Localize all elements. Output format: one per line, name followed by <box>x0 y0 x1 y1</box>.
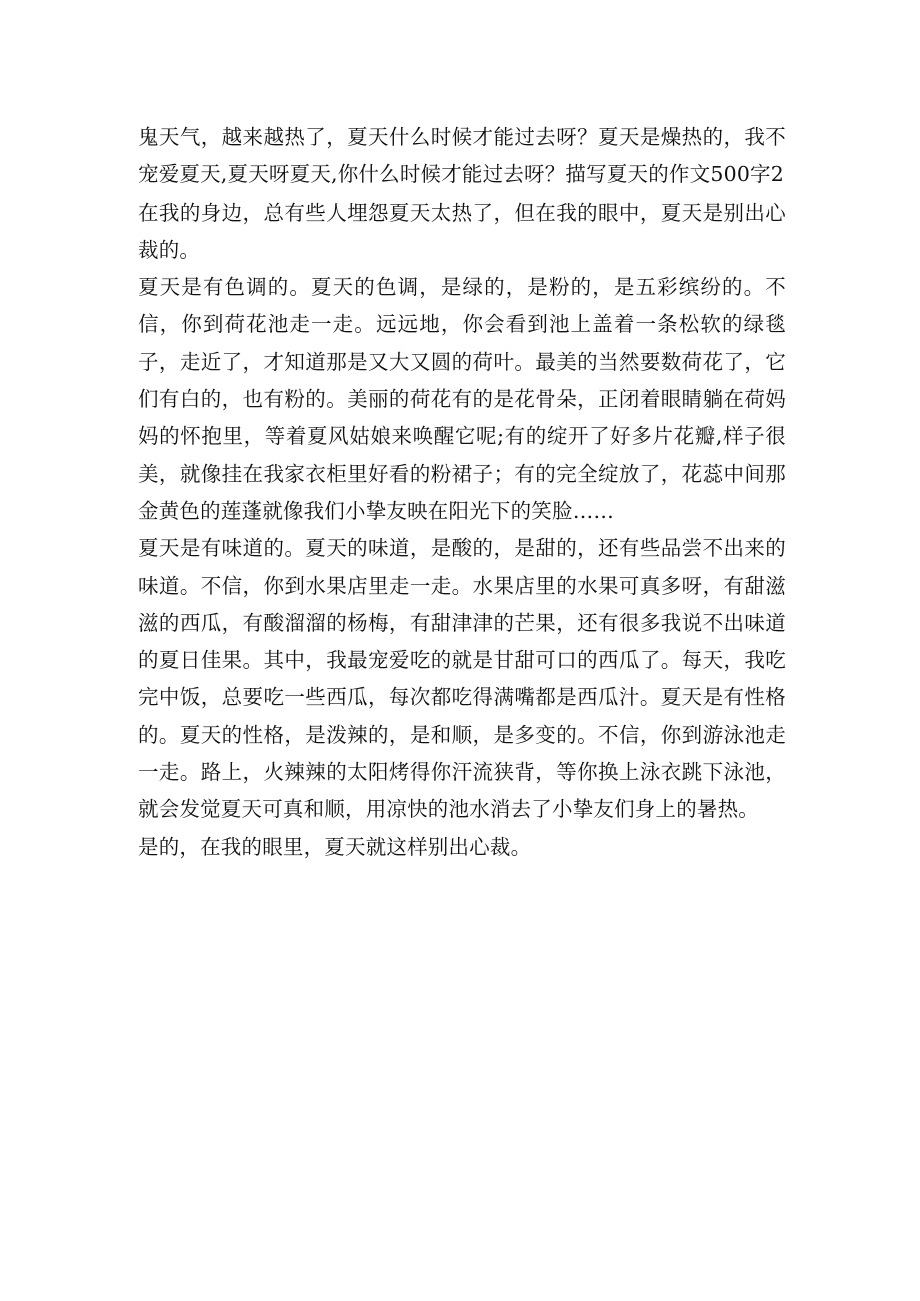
paragraph-colors: 夏天是有色调的。夏天的色调，是绿的，是粉的，是五彩缤纷的。不信，你到荷花池走一走。远远地，你会看到池上盖着一条松软的绿毯子，走近了，才知道那是又大又圆的荷叶。最美的当然要数荷花了，它们有白的，也有粉的。美丽的荷花有的是花骨朵，正闭着眼睛躺在荷妈妈的怀抱里，等着夏风姑娘来唤醒它呢;有的绽开了好多片花瓣,样子很美，就像挂在我家衣柜里好看的粉裙子；有的完全绽放了，花蕊中间那金黄色的莲蓬就像我们小挚友映在阳光下的笑脸…… <box>138 275 786 523</box>
paragraph-conclusion: 是的，在我的眼里，夏天就这样别出心裁。 <box>138 834 532 859</box>
paragraph-flavors: 夏天是有味道的。夏天的味道，是酸的，是甜的，还有些品尝不出来的味道。不信，你到水果店里走一走。水果店里的水果可真多呀，有甜滋滋的西瓜，有酸溜溜的杨梅，有甜津津的芒果，还有很多我说不出味道的夏日佳果。其中，我最宠爱吃的就是甘甜可口的西瓜了。每天，我吃完中饭，总要吃一些西瓜，每次都吃得满嘴都是西瓜汁。夏天是有性格的。夏天的性格，是泼辣的，是和顺，是多变的。不信，你到游泳池走一走。路上，火辣辣的太阳烤得你汗流狭背，等你换上泳衣跳下泳池，就会发觉夏天可真和顺，用凉快的池水消去了小挚友们身上的暑热。 <box>138 536 786 822</box>
paragraph-intro: 鬼天气，越来越热了，夏天什么时候才能过去呀？夏天是燥热的，我不宠爱夏天,夏天呀夏天,你什么时候才能过去呀？描写夏天的作文500字2 <box>138 125 786 187</box>
paragraph-opening: 在我的身边，总有些人埋怨夏天太热了，但在我的眼中，夏天是别出心裁的。 <box>138 200 786 262</box>
document-body <box>138 119 786 866</box>
